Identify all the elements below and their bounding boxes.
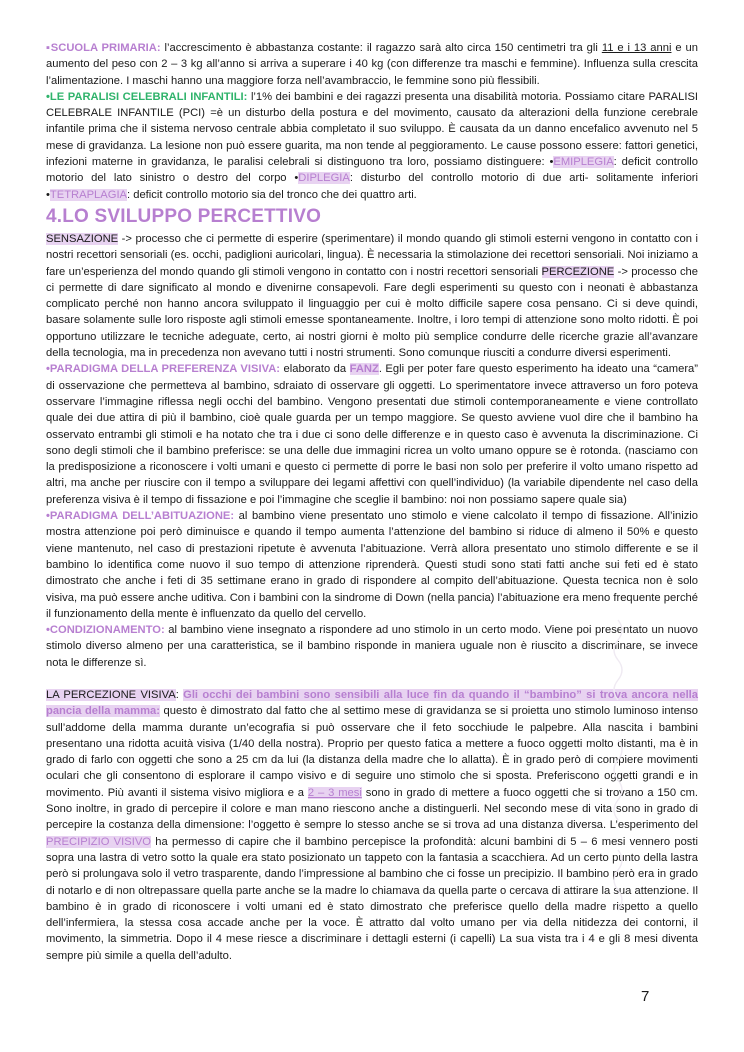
- term-precipizio-visivo: PRECIPIZIO VISIVO: [46, 835, 151, 848]
- paragraph-condizionamento: [46, 622, 698, 671]
- text: al bambino viene presentato uno stimolo e viene calcolato il tempo di fissazione. All’inizio mostra attenzione poi però diminuisce e quando il tempo aumenta l’attenzione del bambino si riduce di almeno il 50% e questo viene mantenuto, nel caso di prestazioni ripetute è avvenuta l’abituazione. Verrà allora presentato uno stimolo differente e se il bambino lo identifica come nuovo il suo tempo di attenzione riprenderà. Questi studi sono stati fatti anche sui feti ed è stato dimostrato che anche i feti di 35 settimane erano in grado di rispondere al compito dell’abituazione. Questa tecnica non è solo visiva, ma può essere anche uditiva. Con i bambini con la sindrome di Down (nella pancia) l’abituazione era meno frequente perché il funzionamento della mente è influenzato da quello del cervello.: [46, 510, 698, 620]
- ages-underlined: 11 e i 13 anni: [601, 42, 672, 54]
- heading-percezione-visiva: LA PERCEZIONE VISIVA: [46, 688, 176, 701]
- heading-scuola-primaria: ▪SCUOLA PRIMARIA:: [46, 42, 161, 54]
- heading-preferenza-visiva: •PARADIGMA DELLA PREFERENZA VISIVA:: [46, 363, 281, 376]
- paragraph-scuola-primaria: [46, 40, 698, 89]
- term-fanz: FANZ: [349, 363, 379, 376]
- text: -> processo che ci permette di esperire (sperimentare) il mondo quando gli stimoli esterni vengono in contatto con i nostri recettori sensoriali (es. occhi, padiglioni auricolari, lingua). È necessaria la stimolazione dei recettori sensoriali. Noi iniziamo a fare un’esperienza del mondo quando gli stimoli vengono in contatto con i nostri recettori sensoriali: [46, 232, 698, 278]
- heading-condizionamento: •CONDIZIONAMENTO:: [46, 624, 165, 637]
- spacer: [46, 671, 698, 687]
- term-percezione: PERCEZIONE: [541, 265, 615, 278]
- term-sensazione: SENSAZIONE: [46, 232, 119, 245]
- months-underlined: 2 – 3 mesi: [307, 786, 362, 799]
- paragraph-sensazione: [46, 231, 698, 361]
- text: ha permesso di capire che il bambino percepisce la profondità: alcuni bambini di 5 – 6 mesi vennero posti sopra una lastra di vetro sotto la quale era stato posizionato un tappeto con la fantasia a scacchiera. Ad un certo punto della lastra però si prolungava solo il vetro trasparente, dando l’impressione al bambino che ci fosse un precipizio. Il bambino però era in grado di notarlo e di non oltrepassare quella parte anche se la madre lo chiamava da quella parte o cercava di attirare la sua attenzione. Il bambino è in grado di riconoscere i volti umani ed è stato dimostrato che preferisce quello della madre rispetto a quello dell’infermiera, la stessa cosa accade anche per la voce. È attratto dal volto umano per via della nitidezza dei contorni, il movimento, la simmetria. Dopo il 4 mese riesce a discriminare i dettagli esterni (i capelli) La sua vista tra i 4 e gli 8 mesi diventa sempre più simile a quella dell’adulto.: [46, 835, 698, 962]
- page-number: 7: [641, 988, 650, 1005]
- text: :: [175, 688, 184, 701]
- section-title: 4.LO SVILUPPO PERCETTIVO: [46, 205, 322, 227]
- paragraph-abituazione: [46, 508, 698, 622]
- text: sono in grado di mettere a fuoco oggetti che si trovano a 150 cm. Sono inoltre, in grado di percepire il colore e man mano riescono anche a distinguerli. Nel secondo mese di vita sono in grado di percepire la costanza della dimensione: l’oggetto è sempre lo stesso anche se si trova ad una distanza diversa. L’esperimento del: [46, 786, 698, 832]
- text: : deficit controllo motorio del lato sinistro o destro del corpo: [46, 156, 699, 185]
- text: questo è dimostrato dal fatto che al settimo mese di gravidanza se si proietta uno stimolo luminoso intenso sull’addome della mamma durante un’ecografia si può osservare che il feto socchiude le palpebre. Alla nascita i bambini presentano una ridotta acuità visiva (1/40 della nostra). Proprio per questo fatica a mettere a fuoco oggetti molto distanti, ma è in grado di farlo con oggetti che sono a 25 cm da lui (la distanza della madre che lo allatta). È in grado però di compiere movimenti oculari che gli consentono di esplorare il campo visivo e di seguire uno stimolo che si sposta. Preferiscono oggetti grandi e in movimento. Più avanti il sistema visivo migliora e a: [46, 705, 698, 799]
- heading-abituazione: •PARADIGMA DELL’ABITUAZIONE:: [46, 510, 235, 523]
- text: -> processo che ci permette di dare significato al mondo e divenirne consapevoli. Fare degli esperimenti su questo con i neonati è abbastanza complicato perché non hanno ancora sviluppato il linguaggio per cui è molto difficile sapere cosa pensano. Ci si deve quindi, basare solamente sulle loro risposte agli stimoli emesse spontaneamente. Inoltre, i loro tempi di attenzione sono molto ridotti. È poi opportuno utilizzare le tecniche adeguate, certo, ai nostri giorni è molto più semplice condurre delle ricerche grazie all’avanzare della tecnologia, ma in precedenza non avevano tutti i nostri strumenti. Sono comunque riusciti a condurre diversi esperimenti.: [46, 265, 698, 360]
- highlight-sentence: Gli occhi dei bambini sono sensibili alla luce fin da quando il “bambino” si trova ancora nella pancia della mamma:: [46, 688, 699, 718]
- text: l’accrescimento è abbastanza costante: il ragazzo sarà alto circa 150 centimetri tra gli: [160, 42, 602, 54]
- text: : disturbo del controllo motorio di due arti- solitamente inferiori: [349, 172, 698, 185]
- bullet: •: [46, 188, 50, 201]
- term-emiplegia: EMIPLEGIA: [553, 156, 614, 169]
- page-content: [46, 40, 698, 964]
- text: e un aumento del peso con 2 – 3 kg all’anno si arriva a superare i 40 kg (con differenze tra maschi e femmine). Influenza sulla crescita l’alimentazione. I maschi hanno una maggiore forza nell’avambraccio, le femmine sono più flessibili.: [46, 42, 698, 87]
- term-diplegia: DIPLEGIA: [298, 172, 350, 185]
- bullet: •: [549, 156, 554, 169]
- paragraph-preferenza-visiva: [46, 361, 698, 508]
- term-tetraplagia: TETRAPLAGIA: [49, 188, 128, 201]
- text: : deficit controllo motorio sia del tronco che dei quattro arti.: [127, 188, 417, 201]
- bullet: •: [294, 172, 299, 185]
- heading-paralisi: •LE PARALISI CELEBRALI INFANTILI:: [46, 90, 248, 103]
- text: . Egli per poter fare questo esperimento ha ideato una “camera” di osservazione che permetteva al bambino, sdraiato di osservare gli oggetti. Lo sperimentatore invece attraverso un foro poteva osservare l’immagine riflessa negli occhi del bambino. Vengono presentati due stimoli contemporaneamente e viene controllato quale dei due attira di più il bambino, cioè quale guarda per un tempo maggiore. Se questo avviene vuol dire che il bambino ha osservato entrambi gli stimoli e ha notato che tra i due ci sono delle differenze e in questo caso è avvenuta la discriminazione. Ci sono degli stimoli che il bambino preferisce: se una delle due immagini ricrea un volto umano oppure se è rotonda. (nasciamo con la predisposizione a riconoscere i volti umani e questo ci permette di porre le basi non solo per preferire il volto umano rispetto ad altri, ma anche per riuscire con il tempo a sviluppare dei legami affettivi con quell’individuo) (la variabile dipendente nel caso della preferenza visiva è il tempo di fissazione e poi l’immagine che sceglie il bambino: noi non possiamo sapere quale sia): [46, 363, 698, 506]
- text: elaborato da: [280, 363, 350, 376]
- text: al bambino viene insegnato a rispondere ad uno stimolo in un certo modo. Viene poi presentato un nuovo stimolo diverso almeno per una caratteristica, se il bambino risponde in maniera uguale non è riuscito a discriminare, se invece nota le differenze sì.: [46, 624, 698, 669]
- text: l’1% dei bambini e dei ragazzi presenta una disabilità motoria. Possiamo citare PARALISI CELEBRALE INFANTILE (PCI) =è un disturbo della postura e del movimento, causato da alterazioni della funzione cerebrale infantile prima che il sistema nervoso centrale abbia completato il suo sviluppo. È causata da un danno encefalico avvenuto nel 5 mese di gravidanza. La lesione non può essere guarita, ma non tende al peggioramento. Le cause possono essere: fattori genetici, infezioni materne in gravidanza, le paralisi celebrali si distinguono tra loro, possiamo distinguere:: [46, 90, 699, 169]
- paragraph-paralisi: [46, 89, 698, 203]
- paragraph-percezione-visiva: [46, 687, 698, 964]
